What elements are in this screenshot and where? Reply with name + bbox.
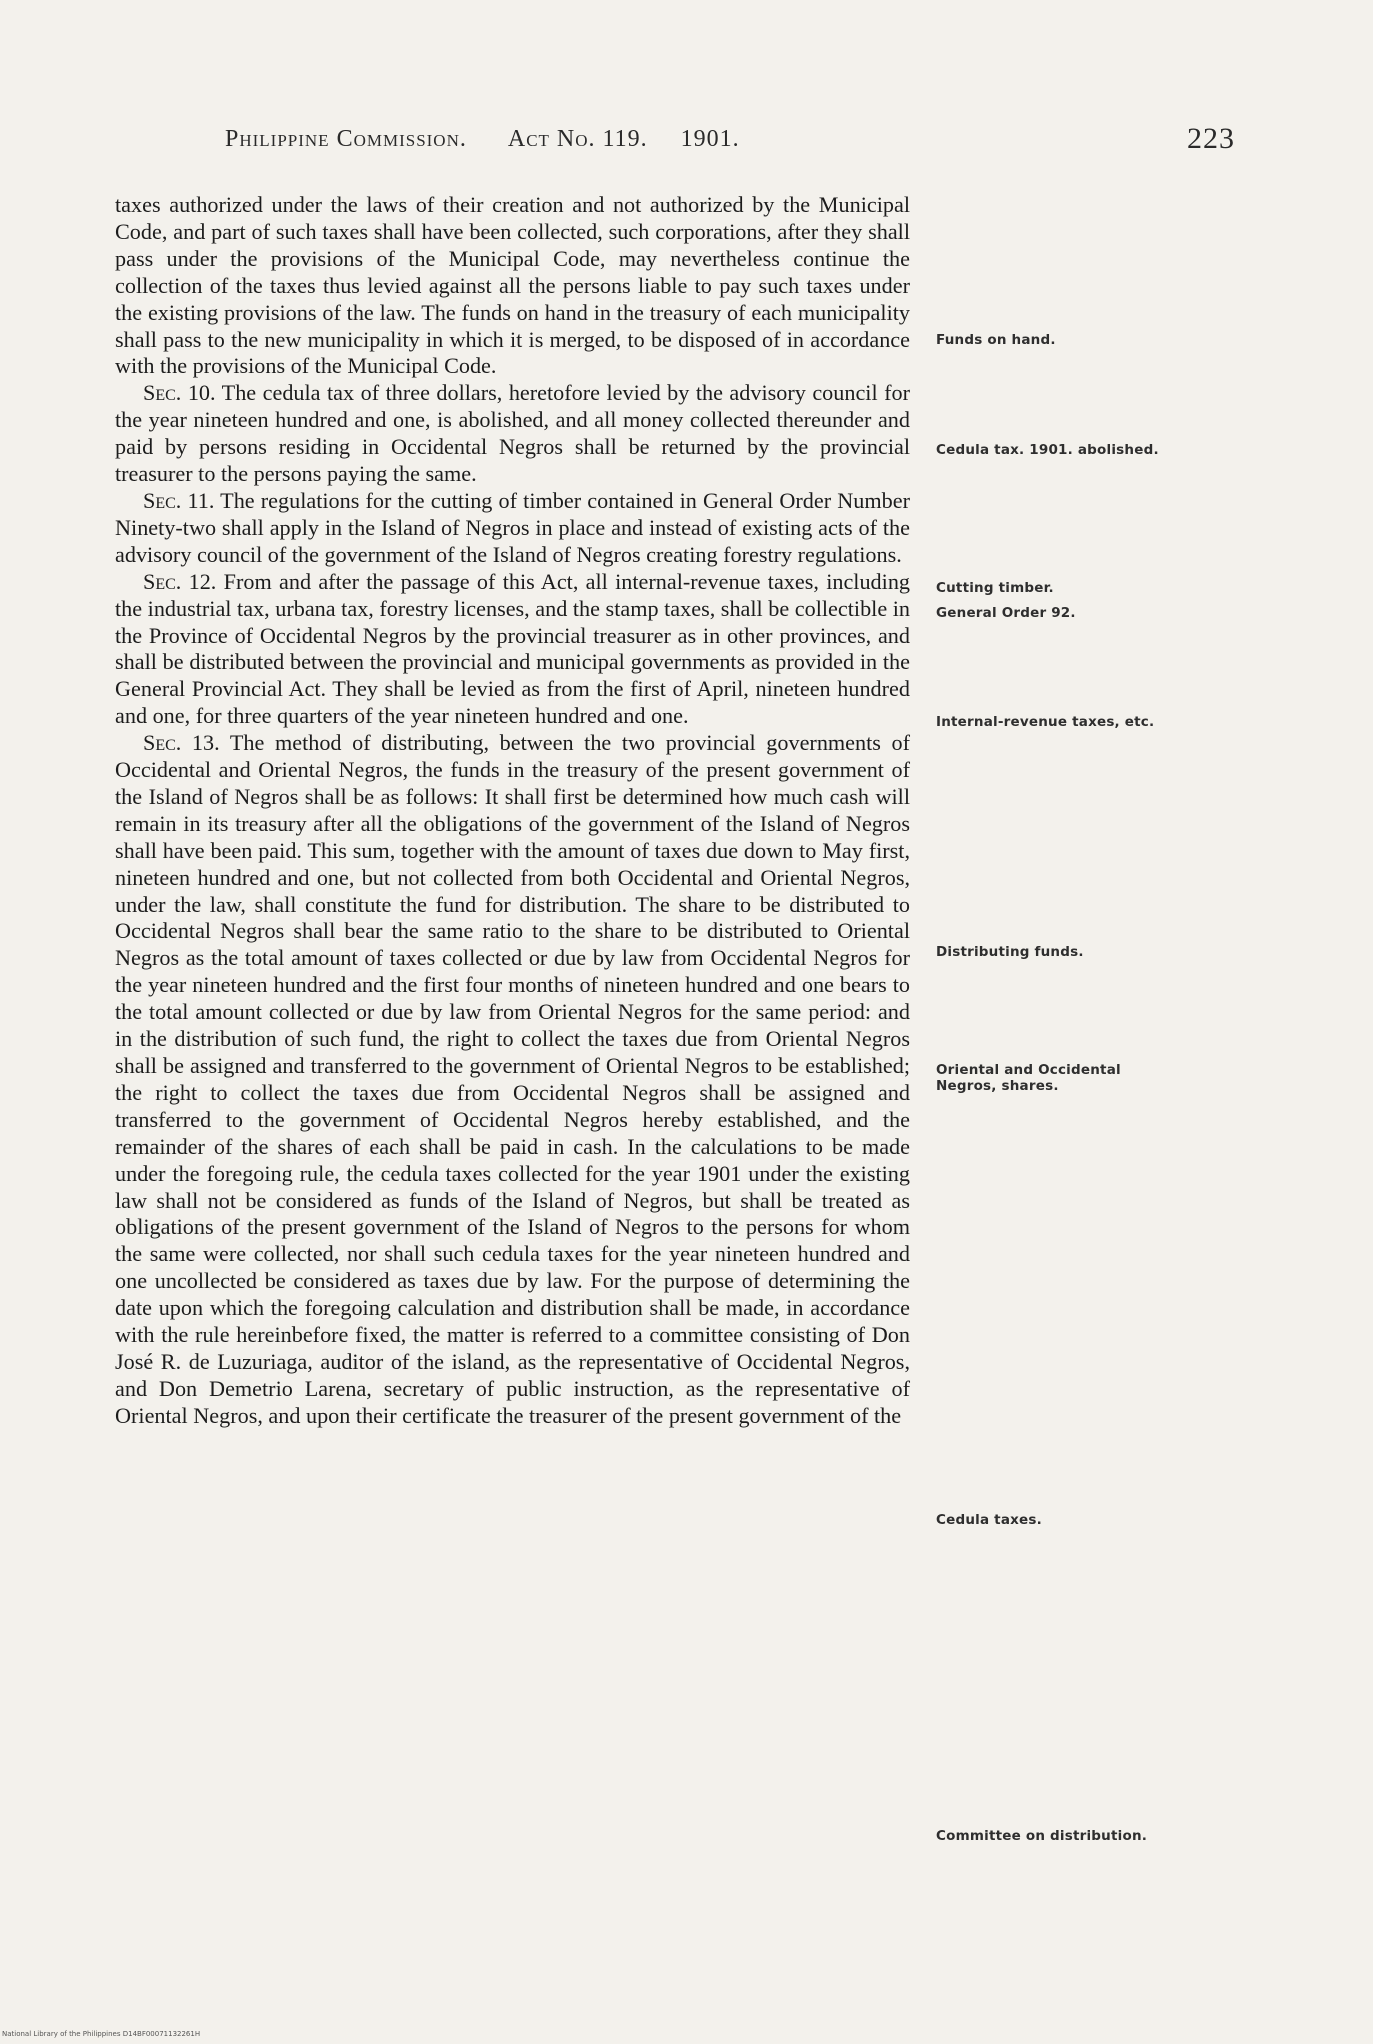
margin-note: Cedula tax. 1901. abolished. (936, 442, 1159, 458)
paragraph-text: The regulations for the cutting of timber contained in General Order Number Ninety-two shall apply in the Island of Negros in place and instead of existing acts of the advisory council of the government of the Island of Negros creating forestry regulations. (115, 487, 910, 567)
margin-note: Oriental and Occidental Negros, shares. (936, 1062, 1121, 1094)
paragraph (115, 192, 910, 380)
section-label: Sec. 12. (143, 568, 217, 594)
paragraph (115, 380, 910, 488)
margin-note: Internal-revenue taxes, etc. (936, 714, 1155, 730)
header-year: 1901. (680, 126, 740, 152)
paragraph-text: The cedula tax of three dollars, heretofore levied by the advisory council for the year nineteen hundred and one, is abolished, and all money collected thereunder and paid by persons residing in Occidental Negros shall be returned by the provincial treasurer to the persons paying the same. (115, 380, 910, 487)
paragraph (115, 488, 910, 569)
margin-note: Cedula taxes. (936, 1512, 1042, 1528)
margin-note: Funds on hand. (936, 332, 1056, 348)
paragraph-text: From and after the passage of this Act, all internal-revenue taxes, including the industrial tax, urbana tax, forestry licenses, and the stamp taxes, shall be collectible in the Province of Occidental Negros by the provincial treasurer as in other provinces, and shall be distributed between the provincial and municipal governments as provided in the General Provincial Act. They shall be levied as from the first of April, nineteen hundred and one, for three quarters of the year nineteen hundred and one. (115, 568, 911, 729)
section-label: Sec. 11. (143, 487, 215, 513)
paragraph (115, 569, 910, 730)
scan-footer: National Library of the Philippines D14BF00071132261H (2, 2030, 201, 2038)
section-label: Sec. 13. (143, 730, 220, 756)
margin-note: Distributing funds. (936, 944, 1084, 960)
header-title: Philippine Commission. (225, 126, 467, 152)
body-text (115, 192, 910, 1430)
header-act: Act No. 119. (507, 126, 648, 152)
margin-note: Cutting timber. (936, 580, 1054, 596)
section-label: Sec. 10. (143, 380, 216, 406)
margin-note: General Order 92. (936, 605, 1076, 621)
paragraph-text: The method of distributing, between the two provincial governments of Occidental and Oriental Negros, the funds in the treasury of the present government of the Island of Negros shall be as follows: It shall first be determined how much cash will remain in its treasury after all the obligations of the government of the Island of Negros shall have been paid. This sum, together with the amount of taxes due down to May first, nineteen hundred and one, but not collected from both Occidental and Oriental Negros, under the law, shall constitute the fund for distribution. The share to be distributed to Occidental Negros shall bear the same ratio to the share to be distributed to Oriental Negros as the total amount of taxes collected or due by law from Occidental Negros for the year nineteen hundred and the first four months of nineteen hundred and one bears to the total amount collected or due by law from Oriental Negros for the same period: and in the distribution of such fund, the right to collect the taxes due from Oriental Negros shall be assigned and transferred to the government of Oriental Negros to be established; the right to collect the taxes due from Occidental Negros shall be assigned and transferred to the government of Occidental Negros hereby established, and the remainder of the shares of each shall be paid in cash. In the calculations to be made under the foregoing rule, the cedula taxes collected for the year 1901 under the existing law shall not be considered as funds of the Island of Negros, but shall be treated as obligations of the present government of the Island of Negros to the persons for whom the same were collected, nor shall such cedula taxes for the year nineteen hundred and one uncollected be considered as taxes due by law. For the purpose of determining the date upon which the foregoing calculation and distribution shall be made, in accordance with the rule hereinbefore fixed, the matter is referred to a committee consisting of Don José R. de Luzuriaga, auditor of the island, as the representative of Occidental Negros, and Don Demetrio Larena, secretary of public instruction, as the representative of Oriental Negros, and upon their certificate the treasurer of the present government of the (115, 730, 910, 1428)
page-number: 223 (1187, 122, 1235, 155)
margin-note: Committee on distribution. (936, 1828, 1148, 1844)
paragraph (115, 730, 910, 1430)
running-header (225, 122, 1235, 155)
paragraph-text: taxes authorized under the laws of their creation and not authorized by the Municipal Code, and part of such taxes shall have been collected, such corporations, after they shall pass under the provisions of the Municipal Code, may nevertheless continue the collection of the taxes thus levied against all the persons liable to pay such taxes under the existing provisions of the law. The funds on hand in the treasury of each municipality shall pass to the new municipality in which it is merged, to be disposed of in accordance with the provisions of the Municipal Code. (115, 192, 910, 379)
